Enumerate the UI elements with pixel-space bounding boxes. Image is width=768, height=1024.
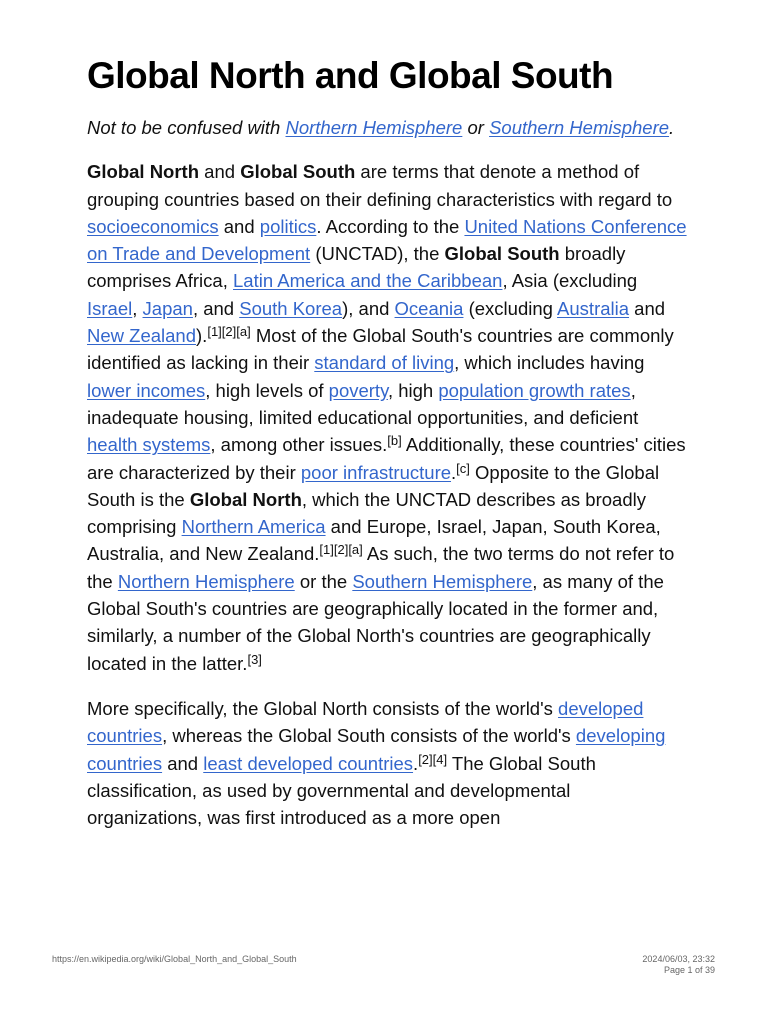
text-run: and — [162, 752, 204, 774]
text-run: are terms that denote a method of grouping countries based on their defining characteristics with regard to — [87, 161, 673, 210]
inline-link[interactable]: Israel — [87, 297, 133, 319]
inline-link[interactable]: health systems — [87, 434, 211, 456]
text-run: broadly comprises Africa, — [87, 243, 626, 292]
text-run: and — [199, 161, 241, 183]
inline-link[interactable]: developing countries — [87, 725, 666, 774]
citation-ref[interactable]: [2][4] — [418, 751, 448, 767]
text-run: or the — [294, 570, 353, 592]
citation-ref[interactable]: [1][2][a] — [207, 324, 251, 340]
citation-ref[interactable]: [c] — [456, 460, 470, 476]
text-run: , and — [192, 297, 240, 319]
footer-datetime: 2024/06/03, 23:32 — [642, 954, 715, 964]
text-run: The Global South classification, as used by governmental and developmental organizations, was first introduced as a more open — [87, 752, 596, 829]
paragraph-intro — [87, 158, 687, 677]
citation-ref[interactable]: [3] — [247, 651, 262, 667]
text-run: ). — [196, 325, 208, 347]
bold-term: Global North — [87, 161, 200, 183]
inline-link[interactable]: poverty — [328, 379, 388, 401]
inline-link[interactable]: politics — [259, 215, 317, 237]
text-run: . — [451, 461, 457, 483]
link-northern-hemisphere[interactable]: Northern Hemisphere — [285, 117, 463, 138]
inline-link[interactable]: United Nations Conference on Trade and Development — [87, 215, 687, 265]
hatnote — [87, 114, 687, 141]
inline-link[interactable]: Oceania — [394, 297, 464, 319]
text-run: More specifically, the Global North consists of the world's — [87, 697, 559, 719]
hatnote-prefix: Not to be confused with — [87, 117, 286, 138]
inline-link[interactable]: poor infrastructure — [300, 461, 452, 483]
text-run: Opposite to the Global South is the — [87, 461, 660, 510]
text-run: , as many of the Global South's countries are geographically located in the former and, similarly, a number of the Global North's countries are geographically located in the latter. — [87, 570, 664, 674]
text-run: . According to the — [316, 215, 465, 237]
paragraph-developed — [87, 695, 687, 831]
text-run: , whereas the Global South consists of the world's — [162, 725, 576, 747]
text-run: Most of the Global South's countries are commonly identified as lacking in their — [87, 325, 674, 374]
text-run: , which the UNCTAD describes as broadly comprising — [87, 488, 646, 538]
text-run: and — [218, 215, 260, 237]
page-title: Global North and Global South — [87, 55, 614, 96]
text-run: , among other issues. — [210, 434, 388, 456]
inline-link[interactable]: Latin America and the Caribbean — [233, 270, 503, 292]
text-run: , — [132, 297, 143, 319]
inline-link[interactable]: New Zealand — [87, 325, 197, 347]
inline-link[interactable]: developed countries — [87, 697, 644, 747]
text-run: , which includes having — [454, 352, 645, 374]
inline-link[interactable]: Japan — [142, 297, 193, 319]
hatnote-suffix: . — [669, 117, 675, 138]
text-run: , high levels of — [205, 379, 329, 401]
text-run: and Europe, Israel, Japan, South Korea, Australia, and New Zealand. — [87, 516, 661, 565]
inline-link[interactable]: Australia — [557, 297, 630, 319]
footer-page-number: Page 1 of 39 — [663, 965, 715, 975]
article — [87, 52, 687, 849]
text-run: , high — [387, 379, 439, 401]
text-run: Additionally, these countries' cities are characterized by their — [87, 434, 686, 483]
citation-ref[interactable]: [b] — [387, 433, 402, 449]
inline-link[interactable]: population growth rates — [438, 379, 631, 401]
bold-term: Global South — [240, 161, 356, 183]
footer-url: https://en.wikipedia.org/wiki/Global_North_and_Global_South — [52, 954, 297, 964]
citation-ref[interactable]: [1][2][a] — [319, 542, 363, 558]
inline-link[interactable]: standard of living — [314, 352, 455, 374]
inline-link[interactable]: Northern America — [181, 516, 326, 538]
text-run: (UNCTAD), the — [310, 243, 445, 265]
text-run: , Asia (excluding — [502, 270, 638, 292]
inline-link[interactable]: socioeconomics — [87, 215, 219, 237]
text-run: ), and — [342, 297, 395, 319]
text-run: and — [629, 297, 666, 319]
text-run: (excluding — [463, 297, 558, 319]
footer-meta — [642, 954, 715, 976]
inline-link[interactable]: South Korea — [239, 297, 343, 319]
text-run: , inadequate housing, limited educational opportunities, and deficient — [87, 379, 639, 428]
inline-link[interactable]: Southern Hemisphere — [352, 570, 533, 592]
bold-term: Global North — [189, 488, 302, 510]
inline-link[interactable]: Northern Hemisphere — [117, 570, 295, 592]
link-southern-hemisphere[interactable]: Southern Hemisphere — [489, 117, 670, 138]
hatnote-mid: or — [462, 117, 490, 138]
inline-link[interactable]: least developed countries — [203, 752, 414, 774]
inline-link[interactable]: lower incomes — [87, 379, 206, 401]
text-run: . — [413, 752, 419, 774]
bold-term: Global South — [444, 243, 560, 265]
text-run: As such, the two terms do not refer to the — [87, 543, 675, 592]
